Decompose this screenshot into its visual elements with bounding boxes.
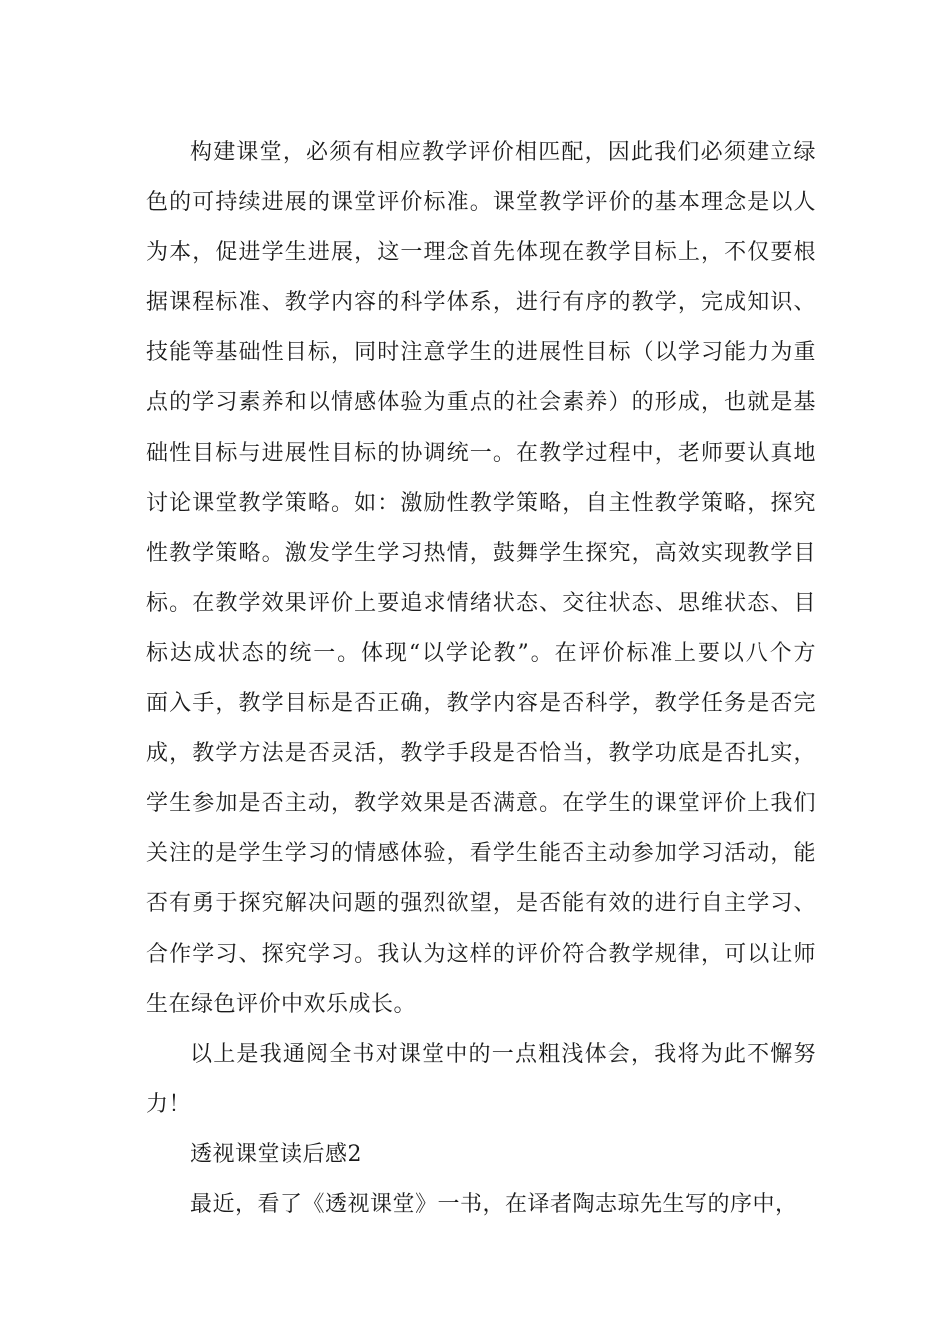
text-line: 否有勇于探究解决问题的强烈欲望，是否能有效的进行自主学习、 [146,891,816,917]
text-line: 以上是我通阅全书对课堂中的一点粗浅体会，我将为此不懈努 [190,1041,816,1067]
text-line: 点的学习素养和以情感体验为重点的社会素养）的形成，也就是基 [146,390,816,416]
text-line: 生在绿色评价中欢乐成长。 [146,991,417,1017]
text-line: 构建课堂，必须有相应教学评价相匹配，因此我们必须建立绿 [190,140,816,165]
section-heading: 透视课堂读后感2 [190,1141,362,1167]
text-line: 学生参加是否主动，教学效果是否满意。在学生的课堂评价上我们 [146,791,816,817]
document-body [146,128,816,1230]
paragraph-2 [146,1030,816,1130]
text-line: 面入手，教学目标是否正确，教学内容是否科学，教学任务是否完 [146,691,816,717]
text-line: 性教学策略。激发学生学习热情，鼓舞学生探究，高效实现教学目 [146,540,816,566]
paragraph-1 [146,128,816,1030]
text-line: 据课程标准、教学内容的科学体系，进行有序的教学，完成知识、 [146,290,816,316]
text-line: 为本，促进学生进展，这一理念首先体现在教学目标上，不仅要根 [146,240,816,266]
text-line: 标达成状态的统一。体现“以学论教”。在评价标准上要以八个方 [146,640,816,666]
text-line: 标。在教学效果评价上要追求情绪状态、交往状态、思维状态、目 [146,590,816,616]
text-line: 合作学习、探究学习。我认为这样的评价符合教学规律，可以让师 [146,941,816,967]
text-line: 础性目标与进展性目标的协调统一。在教学过程中，老师要认真地 [146,440,816,466]
text-line: 力！ [146,1091,192,1117]
text-line: 关注的是学生学习的情感体验，看学生能否主动参加学习活动，能 [146,841,816,867]
text-line: 技能等基础性目标，同时注意学生的进展性目标（以学习能力为重 [146,340,816,366]
paragraph-3 [146,1180,816,1230]
text-line: 讨论课堂教学策略。如：激励性教学策略，自主性教学策略，探究 [146,490,816,516]
text-line: 成，教学方法是否灵活，教学手段是否恰当，教学功底是否扎实， [146,741,816,767]
text-line: 色的可持续进展的课堂评价标准。课堂教学评价的基本理念是以人 [146,190,816,216]
text-line: 最近，看了《透视课堂》一书，在译者陶志琼先生写的序中， [190,1191,798,1217]
